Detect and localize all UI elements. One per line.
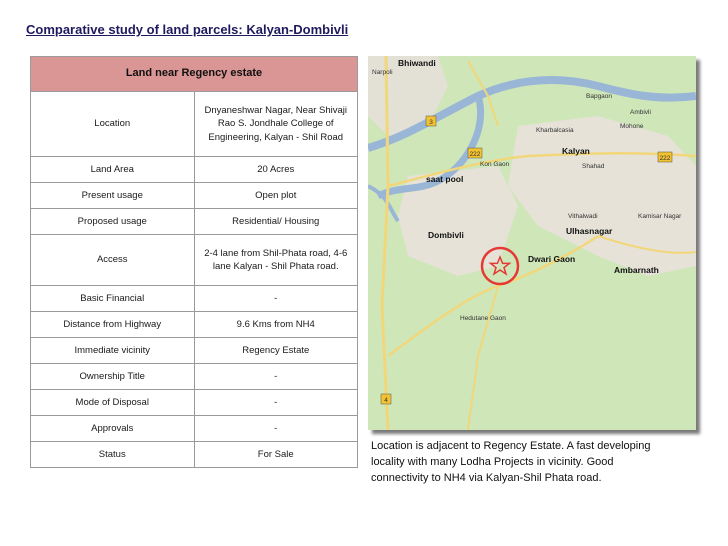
table-header-row [31, 57, 358, 92]
row-label: Proposed usage [31, 209, 195, 235]
row-value: 9.6 Kms from NH4 [194, 312, 358, 338]
table-row [31, 338, 358, 364]
row-value: 2-4 lane from Shil-Phata road, 4-6 lane Kalyan - Shil Phata road. [194, 235, 358, 286]
row-label: Mode of Disposal [31, 390, 195, 416]
map-label-mohone: Mohone [620, 123, 644, 130]
map-label-kalyan: Kalyan [562, 146, 590, 156]
row-value: - [194, 390, 358, 416]
table-row [31, 92, 358, 157]
row-value: Regency Estate [194, 338, 358, 364]
row-label: Present usage [31, 183, 195, 209]
table-row [31, 390, 358, 416]
row-value: - [194, 416, 358, 442]
table-row [31, 235, 358, 286]
row-value: - [194, 286, 358, 312]
map-label-ulhasnagar: Ulhasnagar [566, 226, 613, 236]
table-row [31, 442, 358, 468]
row-label: Land Area [31, 157, 195, 183]
map-label-dwari-gaon: Dwari Gaon [528, 254, 576, 264]
map-label-vithalwadi: Vithalwadi [568, 213, 598, 220]
row-label: Basic Financial [31, 286, 195, 312]
row-label: Status [31, 442, 195, 468]
table-row [31, 286, 358, 312]
highway-shield-icon [658, 152, 672, 162]
map-label-hedutane: Hedutane Gaon [460, 315, 506, 322]
table-row [31, 364, 358, 390]
land-parcel-table [30, 56, 358, 468]
row-value: Residential/ Housing [194, 209, 358, 235]
page-title: Comparative study of land parcels: Kalyan-Dombivli [26, 22, 349, 37]
table-row [31, 312, 358, 338]
map-label-shahad: Shahad [582, 163, 605, 170]
row-label: Immediate vicinity [31, 338, 195, 364]
table-row [31, 209, 358, 235]
highway-shield-icon [381, 394, 391, 404]
row-label: Distance from Highway [31, 312, 195, 338]
map-canvas [368, 56, 696, 430]
location-note: Location is adjacent to Regency Estate. A fast developing locality with many Lodha Projects in vicinity. Good connectivity to NH4 via Kalyan-Shil Phata road. [371, 440, 651, 484]
map-label-bhiwandi: Bhiwandi [398, 58, 436, 68]
map-label-dombivli: Dombivli [428, 230, 464, 240]
row-value: 20 Acres [194, 157, 358, 183]
shield-label: 3 [429, 119, 433, 126]
shield-label: 222 [659, 155, 671, 162]
table-header: Land near Regency estate [31, 57, 358, 92]
row-value: - [194, 364, 358, 390]
map-label-bapgaon: Bapgaon [586, 93, 613, 100]
shield-label: 4 [384, 397, 388, 404]
map-label-kon-gaon: Kon Gaon [480, 161, 510, 168]
map-label-saat-pool: saat pool [426, 174, 464, 184]
highway-shield-icon [426, 116, 436, 126]
map-label-kamisar: Kamisar Nagar [638, 213, 682, 220]
table-row [31, 183, 358, 209]
row-value: Dnyaneshwar Nagar, Near Shivaji Rao S. Jondhale College of Engineering, Kalyan - Shil Road [194, 92, 358, 157]
table-row [31, 416, 358, 442]
row-label: Ownership Title [31, 364, 195, 390]
table-row [31, 157, 358, 183]
row-label: Approvals [31, 416, 195, 442]
location-map [368, 56, 696, 430]
shield-label: 222 [469, 151, 481, 158]
highway-shield-icon [468, 148, 482, 158]
map-label-narpoli: Narpoli [372, 69, 393, 76]
row-label: Access [31, 235, 195, 286]
map-label-kharbalcasia: Kharbalcasia [536, 127, 574, 134]
map-label-ambarnath: Ambarnath [614, 265, 659, 275]
row-value: For Sale [194, 442, 358, 468]
map-label-ambivli: Ambivli [630, 109, 651, 116]
row-value: Open plot [194, 183, 358, 209]
row-label: Location [31, 92, 195, 157]
